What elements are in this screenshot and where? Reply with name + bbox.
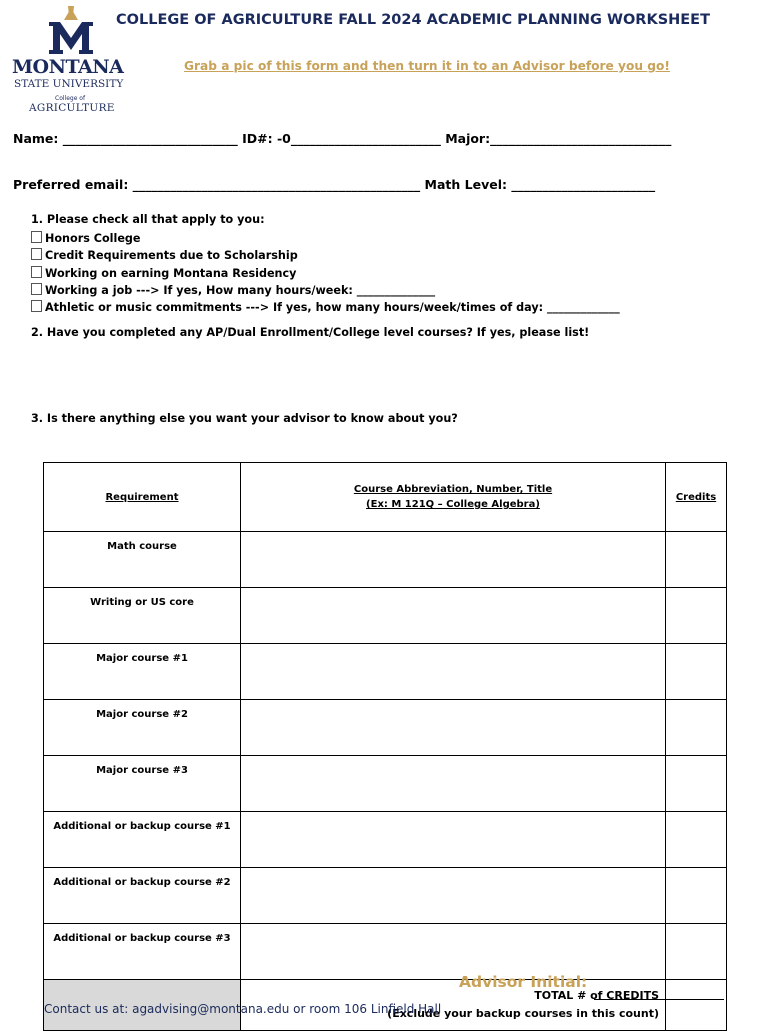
credits-cell[interactable]: [666, 588, 727, 644]
header-requirement: Requirement: [44, 463, 241, 532]
logo-college-of: College of: [55, 95, 86, 102]
page-title: COLLEGE OF AGRICULTURE FALL 2024 ACADEMIC PLANNING WORKSHEET: [116, 12, 710, 28]
checkbox[interactable]: [31, 266, 42, 278]
table-row: [44, 812, 727, 868]
table-header-row: [44, 463, 727, 532]
page-subtitle: Grab a pic of this form and then turn it in to an Advisor before you go!: [184, 59, 670, 73]
course-cell[interactable]: [241, 588, 666, 644]
checkbox[interactable]: [31, 283, 42, 295]
logo-subtitle: STATE UNIVERSITY: [14, 78, 124, 90]
table-row: [44, 924, 727, 980]
checkbox[interactable]: [31, 231, 42, 243]
header-course: [241, 463, 666, 532]
requirement-label: Major course #1: [44, 644, 241, 700]
checkbox-option[interactable]: Athletic or music commitments ---> If yes, how many hours/week/times of day: _____________: [31, 300, 620, 314]
table-row: [44, 700, 727, 756]
question-2: 2. Have you completed any AP/Dual Enrollment/College level courses? If yes, please list!: [31, 326, 590, 339]
course-planning-table: [43, 462, 727, 1031]
table-row: [44, 532, 727, 588]
name-id-major-field[interactable]: Name: ____________________________ ID#: -0________________________ Major:_____________________________: [13, 131, 672, 146]
requirement-label: Major course #2: [44, 700, 241, 756]
credits-cell[interactable]: [666, 644, 727, 700]
requirement-label: Additional or backup course #1: [44, 812, 241, 868]
credits-cell[interactable]: [666, 756, 727, 812]
logo-wordmark: MONTANA: [12, 56, 124, 78]
checkbox-option[interactable]: Credit Requirements due to Scholarship: [31, 248, 298, 262]
checkbox-option[interactable]: Working on earning Montana Residency: [31, 266, 296, 280]
logo-college-name: AGRICULTURE: [29, 102, 115, 114]
credits-cell[interactable]: [666, 532, 727, 588]
checkbox-option[interactable]: Working a job ---> If yes, How many hours/week: ______________: [31, 283, 435, 297]
course-cell[interactable]: [241, 532, 666, 588]
course-cell[interactable]: [241, 700, 666, 756]
checkbox[interactable]: [31, 300, 42, 312]
course-cell[interactable]: [241, 924, 666, 980]
msu-m-logo: [46, 6, 96, 56]
email-math-level-field[interactable]: Preferred email: ______________________________________________ Math Level: _______________________: [13, 177, 656, 192]
table-row: [44, 868, 727, 924]
checkbox[interactable]: [31, 248, 42, 260]
header-credits: Credits: [666, 463, 727, 532]
credits-cell[interactable]: [666, 812, 727, 868]
requirement-label: Major course #3: [44, 756, 241, 812]
advisor-initial-field[interactable]: [594, 999, 724, 1000]
question-3: 3. Is there anything else you want your advisor to know about you?: [31, 412, 458, 425]
course-cell[interactable]: [241, 644, 666, 700]
question-1: 1. Please check all that apply to you:: [31, 213, 265, 226]
checkbox-option[interactable]: Honors College: [31, 231, 141, 245]
total-credits-cell[interactable]: [666, 980, 727, 1031]
header-course-title: Course Abbreviation, Number, Title: [353, 484, 553, 495]
contact-info: Contact us at: agadvising@montana.edu or room 106 Linfield Hall: [44, 1002, 442, 1016]
table-row: [44, 588, 727, 644]
requirement-label: Writing or US core: [44, 588, 241, 644]
total-credits-label: TOTAL # of CREDITS: [534, 989, 659, 1002]
table-row: [44, 644, 727, 700]
advisor-initial-label: Advisor Initial:: [459, 973, 588, 991]
header-course-example: (Ex: M 121Q – College Algebra): [366, 499, 540, 510]
requirement-label: Math course: [44, 532, 241, 588]
course-cell[interactable]: [241, 756, 666, 812]
total-credits-note: (Exclude your backup courses in this count): [387, 1007, 659, 1020]
table-row: [44, 756, 727, 812]
course-cell[interactable]: [241, 812, 666, 868]
credits-cell[interactable]: [666, 924, 727, 980]
course-cell[interactable]: [241, 868, 666, 924]
credits-cell[interactable]: [666, 700, 727, 756]
requirement-label: Additional or backup course #3: [44, 924, 241, 980]
credits-cell[interactable]: [666, 868, 727, 924]
requirement-label: Additional or backup course #2: [44, 868, 241, 924]
